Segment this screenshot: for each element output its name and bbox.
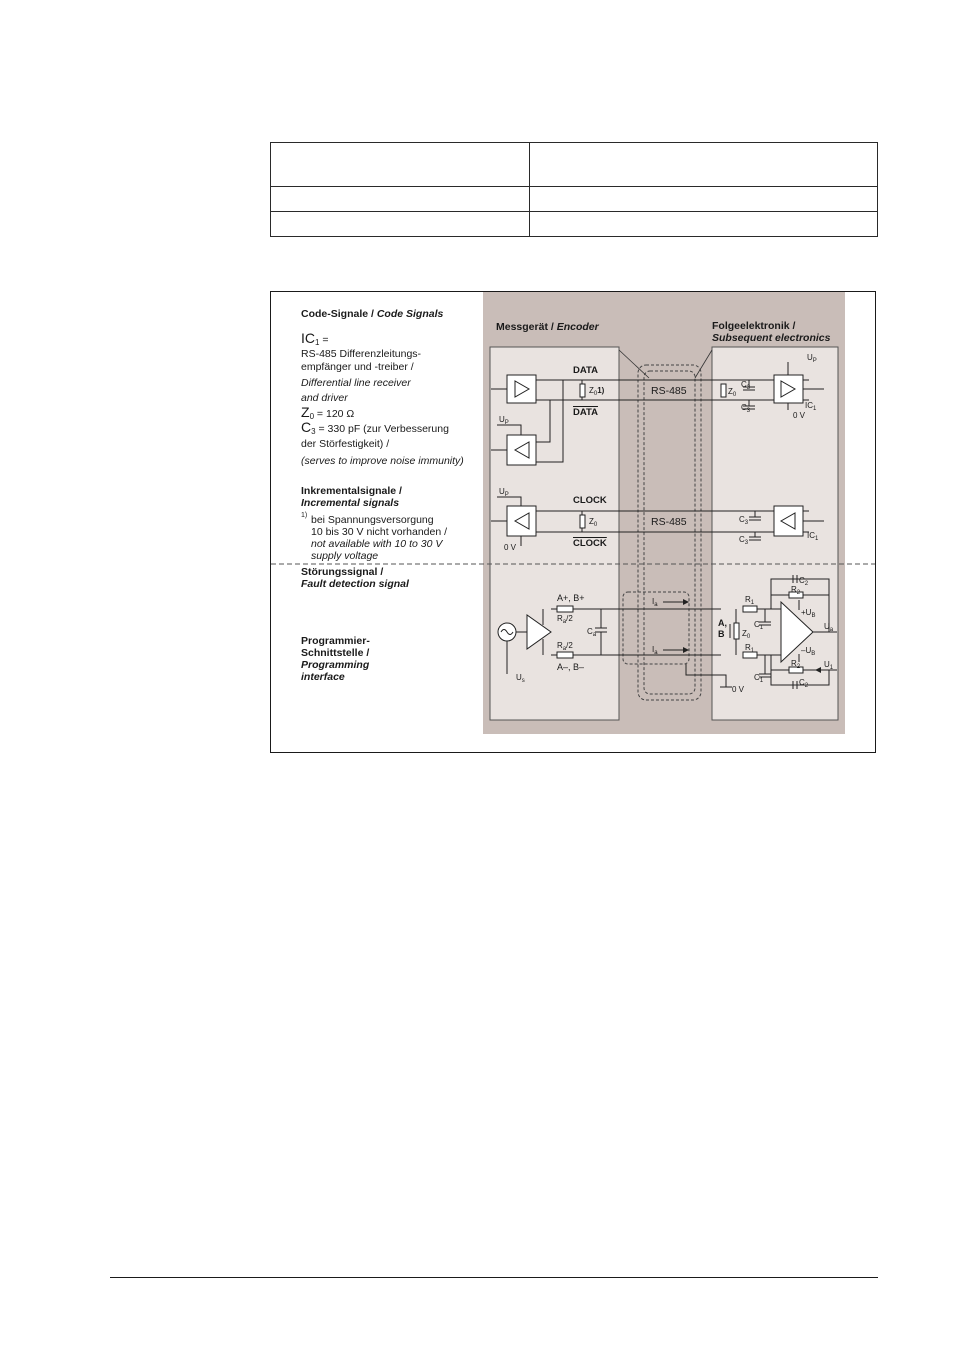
z0-resistor xyxy=(580,515,585,528)
r1-text: R xyxy=(745,643,751,652)
ia-sub: a xyxy=(654,602,658,608)
ia-text: I xyxy=(652,597,655,606)
ic1-desc: RS-485 Differenzleitungs- xyxy=(301,348,422,360)
table-cell xyxy=(271,143,530,187)
ra2-text: R xyxy=(557,614,563,623)
c2-text: C xyxy=(799,678,805,687)
ca-text: C xyxy=(587,627,593,636)
ab-label: A, xyxy=(718,618,727,628)
z0-label xyxy=(589,516,597,532)
rs485-label: RS-485 xyxy=(651,516,687,528)
ia-text: I xyxy=(652,645,655,654)
fault-heading-en: Fault detection signal xyxy=(301,578,409,590)
code-signals-heading xyxy=(301,308,443,321)
z0-value: = 120 Ω xyxy=(314,408,355,420)
ic1-sub: 1 xyxy=(813,406,817,412)
c3-sub: 3 xyxy=(744,520,749,526)
z0-text: Z xyxy=(589,517,594,526)
r2-text: R xyxy=(791,659,797,668)
c3-sub: 3 xyxy=(746,385,751,391)
z0-footnote: 1) xyxy=(597,386,605,395)
c2-sub: 2 xyxy=(804,683,809,689)
c3-label xyxy=(739,534,748,550)
r1-label xyxy=(745,594,754,610)
ra2-tail: /2 xyxy=(566,614,573,623)
up-text: U xyxy=(499,487,505,496)
ub-sub: B xyxy=(811,613,816,619)
minus-ub-text: –U xyxy=(801,646,812,655)
subsequent-title-en: Subsequent electronics xyxy=(712,332,831,344)
plus-ub-label xyxy=(801,607,815,623)
footer-rule xyxy=(110,1277,878,1278)
ic1-text: IC xyxy=(301,330,315,346)
encoder-title xyxy=(496,321,599,334)
ab-minus-label: A–, B– xyxy=(557,662,585,672)
c3-desc: der Störfestigkeit) / xyxy=(301,438,390,450)
rs485-label: RS-485 xyxy=(651,385,687,397)
ra2-label xyxy=(557,640,573,656)
ua-sub: a xyxy=(829,627,834,633)
c2-label xyxy=(799,575,808,591)
ub-sub: B xyxy=(811,651,816,657)
r2-sub: 2 xyxy=(796,590,801,596)
footnote-mark: 1) xyxy=(301,512,308,519)
clock-label: CLOCK xyxy=(573,495,607,506)
c3-sub: 3 xyxy=(746,408,751,414)
z0-sub: 0 xyxy=(732,392,737,398)
incremental-heading: Inkrementalsignale / xyxy=(301,485,402,497)
c3-text: C xyxy=(739,515,745,524)
ic1-label xyxy=(807,530,818,546)
ra2-tail: /2 xyxy=(566,641,573,650)
up-sub: P xyxy=(504,492,509,498)
ic1-desc-en: Differential line receiver xyxy=(301,377,411,389)
us-label xyxy=(516,672,525,688)
footnote-text: bei Spannungsversorgung xyxy=(311,514,434,526)
u1-text: U xyxy=(824,660,830,669)
footnote-text-en: not available with 10 to 30 V xyxy=(311,538,443,550)
circuit-figure xyxy=(270,291,876,753)
c1-sub: 1 xyxy=(759,678,764,684)
ra2-sub: a xyxy=(562,646,567,652)
fault-heading: Störungssignal / xyxy=(301,566,384,578)
z0-label xyxy=(728,386,736,402)
r2-sub: 2 xyxy=(796,664,801,670)
table-cell xyxy=(271,212,530,237)
ia-label xyxy=(652,644,658,660)
r1-label xyxy=(745,642,754,658)
z0-sub: 0 xyxy=(746,634,751,640)
ra2-text: R xyxy=(557,641,563,650)
up-sub: P xyxy=(812,358,817,364)
c1-sub: 1 xyxy=(759,625,764,631)
z0-resistor xyxy=(734,623,739,639)
programming-heading-en: interface xyxy=(301,671,345,683)
c3-spec xyxy=(301,421,449,439)
clock-driver-box xyxy=(774,506,803,536)
ca-sub: a xyxy=(592,632,597,638)
us-text: U xyxy=(516,673,522,682)
c3-value: = 330 pF (zur Verbesserung xyxy=(315,423,449,435)
c3-sub: 3 xyxy=(311,427,316,436)
table-row xyxy=(271,143,878,187)
plus-ub-text: +U xyxy=(801,608,812,617)
r2-label xyxy=(791,658,800,674)
c2-label xyxy=(799,677,808,693)
minus-ub-label xyxy=(801,645,815,661)
ic1-text: IC xyxy=(807,531,815,540)
c1-text: C xyxy=(754,673,760,682)
z0-sub: 0 xyxy=(309,412,315,421)
ic1-sub: 1 xyxy=(315,338,320,347)
z0-text: Z xyxy=(728,387,733,396)
ra2-sub: a xyxy=(562,619,567,625)
ra2-resistor xyxy=(557,606,573,612)
c2-sub: 2 xyxy=(804,581,809,587)
z0-resistor xyxy=(721,384,726,397)
c3-label xyxy=(741,402,750,418)
table-cell xyxy=(271,187,530,212)
ab-plus-label: A+, B+ xyxy=(557,593,585,603)
c3-text: C xyxy=(739,535,745,544)
c1-label xyxy=(754,619,763,635)
table-cell xyxy=(530,212,878,237)
up-label xyxy=(499,414,509,430)
footnote-text: 10 bis 30 V nicht vorhanden / xyxy=(311,526,448,538)
ca-label xyxy=(587,626,596,642)
ic1-sub: 1 xyxy=(815,536,819,542)
ic1-desc-en: and driver xyxy=(301,392,348,404)
clock-bar-label: CLOCK xyxy=(573,538,607,549)
c2-text: C xyxy=(799,576,805,585)
zero-v-label: 0 V xyxy=(504,543,517,552)
table-row xyxy=(271,212,878,237)
clock-receiver-box xyxy=(507,506,536,536)
spec-table xyxy=(270,142,878,237)
heading-en: Code Signals xyxy=(376,308,444,320)
footnote-text-en: supply voltage xyxy=(311,550,379,562)
ua-text: U xyxy=(824,622,830,631)
r2-text: R xyxy=(791,585,797,594)
programming-heading: Programmier- xyxy=(301,635,370,647)
c3-text: C xyxy=(741,403,747,412)
z0-text: Z xyxy=(301,404,310,420)
ic1-label xyxy=(301,332,329,350)
table-row xyxy=(271,187,878,212)
us-sub: s xyxy=(521,678,525,684)
c1-text: C xyxy=(754,620,760,629)
ic1-label xyxy=(805,400,816,416)
encoder-title-de: Messgerät / xyxy=(496,321,557,333)
table-cell xyxy=(530,143,878,187)
ua-label xyxy=(824,621,833,637)
table-cell xyxy=(530,187,878,212)
up-label xyxy=(499,486,509,502)
ic1-desc: empfänger und -treiber / xyxy=(301,361,414,373)
c3-text: C xyxy=(301,419,312,435)
ab-label: B xyxy=(718,629,725,639)
zero-v-label: 0 V xyxy=(732,685,745,694)
c3-sub: 3 xyxy=(744,540,749,546)
programming-heading: Schnittstelle / xyxy=(301,647,370,659)
z0-sub: 0 xyxy=(593,522,598,528)
data-receiver-box xyxy=(774,375,803,403)
c3-desc-en: (serves to improve noise immunity) xyxy=(301,455,464,467)
up-text: U xyxy=(499,415,505,424)
subsequent-title: Folgeelektronik / xyxy=(712,320,796,332)
data-bar-label: DATA xyxy=(573,407,598,418)
ic1-text: IC xyxy=(805,401,813,410)
data-return-box xyxy=(507,435,536,465)
up-label xyxy=(807,352,817,368)
ic1-eq: = xyxy=(319,334,329,346)
heading-de: Code-Signale / xyxy=(301,308,377,320)
c3-label xyxy=(741,379,750,395)
u1-sub: 1 xyxy=(829,665,834,671)
c3-text: C xyxy=(741,380,747,389)
z0-label xyxy=(589,385,604,401)
data-label: DATA xyxy=(573,365,598,376)
z0-resistor xyxy=(580,384,585,397)
encoder-title-en: Encoder xyxy=(556,321,599,333)
zero-v-label: 0 V xyxy=(793,411,806,420)
z0-text: Z xyxy=(742,629,747,638)
ia-label xyxy=(652,596,658,612)
ia-sub: a xyxy=(654,650,658,656)
data-driver-box xyxy=(507,375,536,403)
z0-text: Z xyxy=(589,386,594,395)
r1-sub: 1 xyxy=(750,648,755,654)
up-sub: P xyxy=(504,420,509,426)
incremental-heading-en: Incremental signals xyxy=(301,497,400,509)
u1-label xyxy=(824,659,833,675)
r1-sub: 1 xyxy=(750,600,755,606)
programming-heading-en: Programming xyxy=(301,659,370,671)
r1-text: R xyxy=(745,595,751,604)
ra2-label xyxy=(557,613,573,629)
z0-sub: 0 xyxy=(593,391,598,397)
up-text: U xyxy=(807,353,813,362)
c3-label xyxy=(739,514,748,530)
c1-label xyxy=(754,672,763,688)
